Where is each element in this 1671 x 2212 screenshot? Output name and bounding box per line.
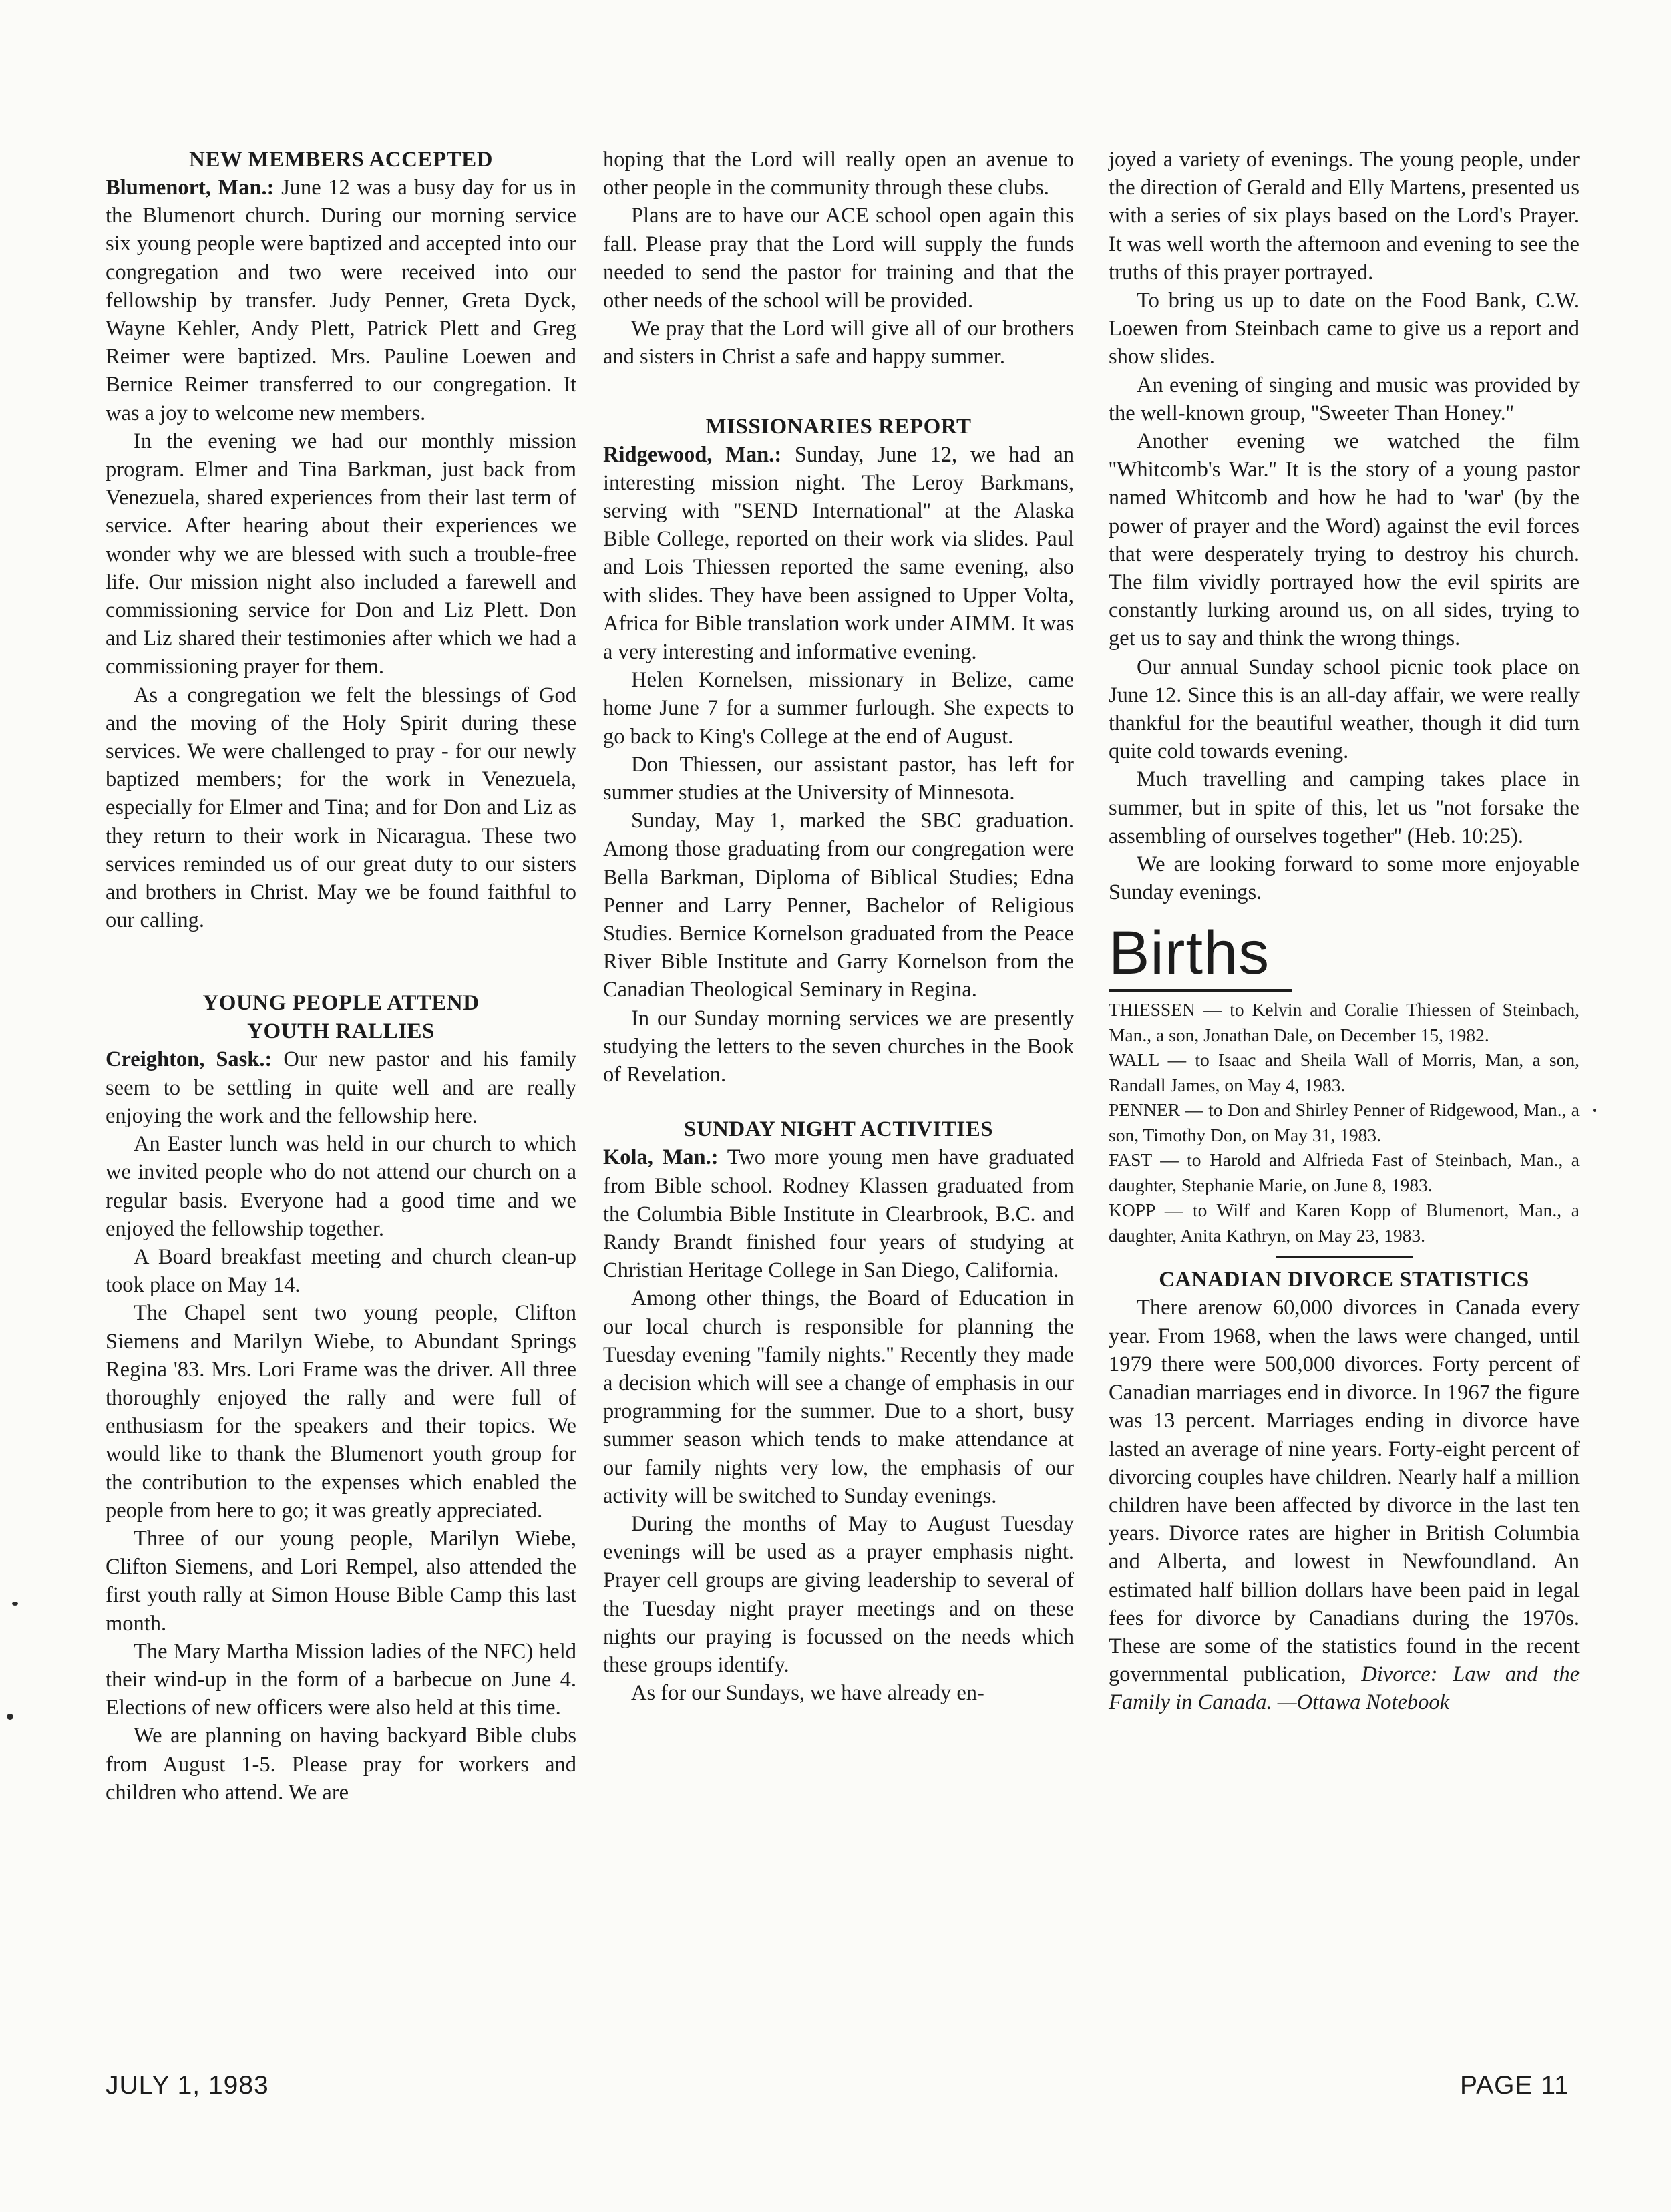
publication-title: Divorce: Law and the Family in Canada. [1109, 1662, 1580, 1715]
heading-new-members: NEW MEMBERS ACCEPTED [189, 148, 493, 172]
article-paragraph: Our annual Sunday school picnic took place on June 12. Since this is an all-day affair, we were really thankful for the beautiful weather, though it did turn quite cold towards evening. [1109, 655, 1580, 764]
heading-sunday-night: SUNDAY NIGHT ACTIVITIES [683, 1117, 994, 1142]
print-speck [7, 1714, 13, 1720]
column-middle [603, 146, 1074, 1707]
source-credit: —Ottawa Notebook [1277, 1690, 1450, 1715]
heading-missionaries-report: MISSIONARIES REPORT [705, 414, 972, 439]
dateline: Kola, Man.: [603, 1145, 719, 1170]
issue-date: JULY 1, 1983 [106, 2071, 269, 2100]
article-paragraph: We are planning on having backyard Bible clubs from August 1-5. Please pray for workers and children who attend. We are [106, 1724, 576, 1805]
article-paragraph: Much travelling and camping takes place in summer, but in spite of this, let us ''not forsake the assembling of ourselves together'' (Heb. 10:25). [1109, 767, 1580, 848]
print-speck [1593, 1109, 1596, 1112]
dateline: Ridgewood, Man.: [603, 442, 782, 467]
column-right [1109, 146, 1580, 1717]
article-paragraph: In the evening we had our monthly mission program. Elmer and Tina Barkman, just back from Venezuela, shared experiences from their last term of service. After hearing about their experiences we wonder why we are blessed with such a trouble-free life. Our mission night also included a farewell and commissioning service for Don and Liz Plett. Don and Liz shared their testimonies after which we had a commissioning prayer for them. [106, 429, 576, 679]
section-divider [1276, 1256, 1413, 1258]
article-paragraph: There arenow 60,000 divorces in Canada every year. From 1968, when the laws were changed, until 1979 there were 500,000 divorces. Forty percent of Canadian marriages end in divorce. In 1967 the figure was 13 percent. Marriages ending in divorce have lasted an average of nine years. Forty-eight percent of divorcing couples have children. Nearly half a million children have been affected by divorce in the last ten years. Divorce rates are higher in British Columbia and Alberta, and lowest in Newfoundland. An estimated half billion dollars have been paid in legal fees for divorce by Canadians during the 1970s. These are some of the statistics found in the recent governmental publication, Divorce: Law and the Family in Canada. —Ottawa Notebook [1109, 1296, 1580, 1715]
article-paragraph: In our Sunday morning services we are presently studying the letters to the seven churches in the Book of Revelation. [603, 1006, 1074, 1087]
dateline: Blumenort, Man.: [106, 176, 274, 200]
dateline: Creighton, Sask.: [106, 1047, 272, 1072]
article-paragraph: Helen Kornelsen, missionary in Belize, came home June 7 for a summer furlough. She expects to go back to King's College at the end of August. [603, 668, 1074, 749]
article-paragraph: An Easter lunch was held in our church to which we invited people who do not attend our church on a regular basis. Everyone had a good time and we enjoyed the fellowship together. [106, 1132, 576, 1241]
article-paragraph: Plans are to have our ACE school open again this fall. Please pray that the Lord will supply the funds needed to send the pastor for training and that the other needs of the school will be provided. [603, 204, 1074, 313]
birth-notice: KOPP — to Wilf and Karen Kopp of Blumenort, Man., a daughter, Anita Kathryn, on May 23, 1983. [1109, 1200, 1580, 1246]
article-paragraph: The Mary Martha Mission ladies of the NFC) held their wind-up in the form of a barbecue on June 4. Elections of new officers were also held at this time. [106, 1639, 576, 1720]
birth-notice: THIESSEN — to Kelvin and Coralie Thiessen of Steinbach, Man., a son, Jonathan Dale, on December 15, 1982. [1109, 999, 1580, 1045]
article-paragraph: A Board breakfast meeting and church clean-up took place on May 14. [106, 1244, 576, 1298]
page-number: PAGE 11 [1460, 2071, 1569, 2100]
article-paragraph: hoping that the Lord will really open an avenue to other people in the community through these clubs. [603, 148, 1074, 200]
article-paragraph: During the months of May to August Tuesday evenings will be used as a prayer emphasis night. Prayer cell groups are giving leadership to several of the Tuesday night prayer meetings and on these nights our praying is focussed on the needs which these groups identify. [603, 1511, 1074, 1677]
heading-young-people-line1: YOUNG PEOPLE ATTEND [202, 991, 480, 1016]
births-rule [1109, 989, 1292, 992]
column-left [106, 146, 576, 1807]
article-paragraph: We are looking forward to some more enjoyable Sunday evenings. [1109, 852, 1580, 905]
births-heading: Births [1109, 919, 1270, 988]
article-paragraph: As a congregation we felt the blessings of God and the moving of the Holy Spirit during these services. We were challenged to pray - for our newly baptized members; for the work in Venezuela, especially for Elmer and Tina; and for Don and Liz as they return to their work in Nicaragua. These two services reminded us of our great duty to our sisters and brothers in Christ. May we be found faithful to our calling. [106, 683, 576, 933]
print-speck [12, 1602, 18, 1606]
article-paragraph: Kola, Man.: Two more young men have graduated from Bible school. Rodney Klassen graduated from the Columbia Bible Institute in Clearbrook, B.C. and Randy Brandt finished four years of studying at Christian Heritage College in San Diego, California. [603, 1145, 1074, 1283]
heading-divorce-statistics: CANADIAN DIVORCE STATISTICS [1159, 1268, 1529, 1292]
birth-notice: PENNER — to Don and Shirley Penner of Ridgewood, Man., a son, Timothy Don, on May 31, 1983. [1109, 1099, 1580, 1145]
article-paragraph: Creighton, Sask.: Our new pastor and his family seem to be settling in quite well and are really enjoying the work and the fellowship here. [106, 1047, 577, 1128]
article-paragraph: As for our Sundays, we have already en- [631, 1681, 984, 1706]
article-paragraph: Sunday, May 1, marked the SBC graduation. Among those graduating from our congregation were Bella Barkman, Diploma of Biblical Studies; Edna Penner and Larry Penner, Bachelor of Religious Studies. Bernice Kornelson graduated from the Peace River Bible Institute and Garry Kornelson from the Canadian Theological Seminary in Regina. [603, 809, 1074, 1002]
heading-young-people-line2: YOUTH RALLIES [247, 1019, 435, 1044]
article-paragraph: We pray that the Lord will give all of our brothers and sisters in Christ a safe and happy summer. [603, 317, 1074, 369]
article-paragraph: Don Thiessen, our assistant pastor, has left for summer studies at the University of Minnesota. [603, 752, 1074, 805]
article-paragraph: Among other things, the Board of Education in our local church is responsible for planning the Tuesday evening ''family nights.'' Recently they made a decision which will see a change of emphasis in our programming for the summer. Due to a short, busy summer season which tends to make attendance at our family nights very low, the emphasis of our activity will be switched to Sunday evenings. [603, 1286, 1074, 1508]
article-paragraph: Another evening we watched the film ''Whitcomb's War.'' It is the story of a young pastor named Whitcomb and how he had to 'war' (by the power of prayer and the Word) against the evil forces that were desperately trying to destroy his church. The film vividly portrayed how the evil spirits are constantly lurking around us, on all sides, trying to get us to say and think the wrong things. [1109, 429, 1580, 651]
article-paragraph: Blumenort, Man.: June 12 was a busy day for us in the Blumenort church. During our morning service six young people were baptized and accepted into our congregation and two were received into our fellowship by transfer. Judy Penner, Greta Dyck, Wayne Kehler, Andy Plett, Patrick Plett and Greg Reimer were baptized. Mrs. Pauline Loewen and Bernice Reimer transferred to our congregation. It was a joy to welcome new members. [106, 176, 576, 425]
article-paragraph: An evening of singing and music was provided by the well-known group, ''Sweeter Than Honey.'' [1109, 373, 1580, 425]
birth-notice: WALL — to Isaac and Sheila Wall of Morris, Man, a son, Randall James, on May 4, 1983. [1109, 1049, 1580, 1095]
article-paragraph: joyed a variety of evenings. The young people, under the direction of Gerald and Elly Martens, presented us with a series of six plays based on the Lord's Prayer. It was well worth the afternoon and evening to see the truths of this prayer portrayed. [1109, 148, 1580, 285]
article-paragraph: Three of our young people, Marilyn Wiebe, Clifton Siemens, and Lori Rempel, also attended the first youth rally at Simon House Bible Camp this last month. [106, 1526, 576, 1636]
article-paragraph: To bring us up to date on the Food Bank, C.W. Loewen from Steinbach came to give us a report and show slides. [1109, 289, 1580, 369]
article-paragraph: Ridgewood, Man.: Sunday, June 12, we had an interesting mission night. The Leroy Barkmans, serving with ''SEND International'' at the Alaska Bible College, reported on their work via slides. Paul and Lois Thiessen reported the same evening, also with slides. They have been assigned to Upper Volta, Africa for Bible translation work under AIMM. It was a very interesting and informative evening. [603, 442, 1074, 665]
article-paragraph: The Chapel sent two young people, Clifton Siemens and Marilyn Wiebe, to Abundant Springs Regina '83. Mrs. Lori Frame was the driver. All three thoroughly enjoyed the rally and were full of enthusiasm for the speakers and their topics. We would like to thank the Blumenort youth group for the contribution to the expenses which enabled the people from here to go; it was greatly appreciated. [106, 1301, 576, 1523]
birth-notice: FAST — to Harold and Alfrieda Fast of Steinbach, Man., a daughter, Stephanie Marie, on June 8, 1983. [1109, 1149, 1580, 1195]
